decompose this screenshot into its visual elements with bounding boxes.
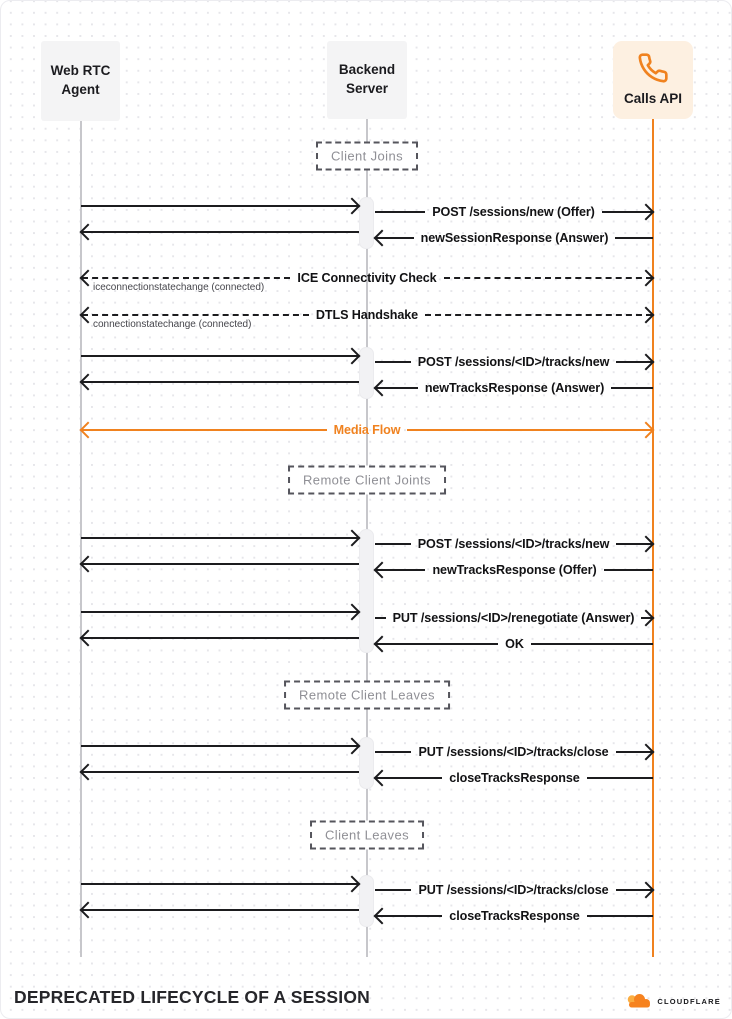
arrow-line — [531, 643, 653, 645]
arrow-line — [407, 429, 652, 431]
brand-name: CLOUDFLARE — [657, 997, 721, 1006]
arrowhead-left-icon — [374, 230, 391, 247]
actor-label: Server — [345, 81, 389, 96]
arrow-line — [81, 611, 358, 613]
arrow-line — [604, 569, 653, 571]
message-response-arrow — [375, 560, 653, 580]
message-feeder-arrow — [81, 762, 359, 782]
arrowhead-left-icon — [374, 380, 391, 397]
arrowhead-right-icon — [638, 536, 655, 553]
actor-backend-server — [327, 41, 407, 119]
message-label: closeTracksResponse — [449, 909, 580, 923]
arrow-line — [425, 314, 652, 316]
arrowhead-right-icon — [638, 270, 655, 287]
message-response-arrow — [375, 906, 653, 926]
phone-icon — [637, 52, 669, 84]
arrow-line — [611, 387, 653, 389]
actor-label: Web RTC — [50, 63, 111, 79]
message-label: DTLS Handshake — [315, 308, 419, 322]
actor-calls-api — [613, 41, 693, 119]
message-response-arrow — [375, 378, 653, 398]
message-feeder-arrow — [81, 900, 359, 920]
event-caption: iceconnectionstatechange (connected) — [93, 282, 265, 293]
arrow-line — [82, 231, 359, 233]
arrow-line — [375, 361, 411, 363]
section-banner: Remote Client Leaves — [284, 681, 450, 710]
arrow-line — [82, 314, 309, 316]
message-feeder-arrow — [81, 196, 359, 216]
arrow-line — [81, 355, 358, 357]
arrowhead-right-icon — [344, 198, 361, 215]
actor-label: Calls API — [623, 90, 683, 106]
arrowhead-left-icon — [80, 422, 97, 439]
message-feeder-arrow — [81, 874, 359, 894]
message-feeder-arrow — [81, 628, 359, 648]
arrowhead-right-icon — [638, 354, 655, 371]
message-response-arrow — [375, 228, 653, 248]
arrow-line — [375, 617, 386, 619]
arrow-line — [375, 889, 411, 891]
message-label: ICE Connectivity Check — [297, 271, 437, 285]
arrowhead-right-icon — [344, 604, 361, 621]
actor-label: Backend — [338, 62, 396, 78]
message-request-arrow — [375, 352, 653, 372]
actor-webrtc-agent — [41, 41, 120, 121]
arrowhead-right-icon — [344, 348, 361, 365]
section-banner: Client Leaves — [310, 821, 424, 850]
message-feeder-arrow — [81, 372, 359, 392]
arrow-line — [82, 563, 359, 565]
message-label: PUT /sessions/<ID>/renegotiate (Answer) — [392, 611, 635, 625]
cloudflare-cloud-icon — [625, 992, 653, 1011]
message-feeder-arrow — [81, 736, 359, 756]
arrow-line — [81, 883, 358, 885]
arrow-line — [375, 211, 425, 213]
message-label: newSessionResponse (Answer) — [420, 231, 609, 245]
media-flow-arrow — [81, 420, 653, 440]
message-label: POST /sessions/<ID>/tracks/new — [417, 537, 610, 551]
arrowhead-left-icon — [80, 630, 97, 647]
arrow-line — [587, 915, 653, 917]
message-label: newTracksResponse (Offer) — [432, 563, 597, 577]
arrowhead-left-icon — [374, 770, 391, 787]
arrowhead-left-icon — [80, 902, 97, 919]
arrow-line — [375, 751, 411, 753]
arrow-line — [587, 777, 653, 779]
arrowhead-left-icon — [80, 556, 97, 573]
activation-bar — [359, 347, 374, 399]
message-feeder-arrow — [81, 346, 359, 366]
message-feeder-arrow — [81, 602, 359, 622]
cloudflare-logo — [625, 992, 721, 1011]
message-feeder-arrow — [81, 528, 359, 548]
arrowhead-right-icon — [638, 882, 655, 899]
arrow-line — [81, 537, 358, 539]
activation-bar — [359, 197, 374, 249]
arrowhead-right-icon — [344, 530, 361, 547]
message-label: PUT /sessions/<ID>/tracks/close — [418, 745, 609, 759]
message-label: Media Flow — [333, 423, 401, 437]
arrowhead-left-icon — [80, 224, 97, 241]
section-banner: Remote Client Joints — [288, 466, 446, 495]
message-label: OK — [505, 637, 524, 651]
message-label: closeTracksResponse — [449, 771, 580, 785]
message-request-arrow — [375, 202, 653, 222]
arrow-line — [82, 277, 290, 279]
arrowhead-right-icon — [638, 744, 655, 761]
arrow-line — [615, 237, 653, 239]
actor-label: Agent — [61, 82, 100, 97]
diagram-title: DEPRECATED LIFECYCLE OF A SESSION — [14, 987, 370, 1007]
arrowhead-left-icon — [374, 562, 391, 579]
arrowhead-right-icon — [344, 876, 361, 893]
arrow-line — [81, 745, 358, 747]
message-feeder-arrow — [81, 554, 359, 574]
arrowhead-right-icon — [638, 422, 655, 439]
message-response-arrow — [375, 634, 653, 654]
message-request-arrow — [375, 534, 653, 554]
activation-bar — [359, 875, 374, 927]
activation-bar — [359, 737, 374, 789]
message-label: PUT /sessions/<ID>/tracks/close — [418, 883, 609, 897]
arrowhead-right-icon — [638, 204, 655, 221]
arrow-line — [375, 543, 411, 545]
arrowhead-right-icon — [344, 738, 361, 755]
arrowhead-left-icon — [374, 636, 391, 653]
message-request-arrow — [375, 742, 653, 762]
message-request-arrow — [375, 880, 653, 900]
arrow-line — [82, 429, 327, 431]
arrow-line — [82, 771, 359, 773]
arrow-line — [376, 643, 498, 645]
message-label: newTracksResponse (Answer) — [424, 381, 605, 395]
arrowhead-left-icon — [80, 764, 97, 781]
arrow-line — [82, 637, 359, 639]
arrow-line — [81, 205, 358, 207]
arrow-line — [444, 277, 652, 279]
message-label: POST /sessions/new (Offer) — [432, 205, 595, 219]
arrow-line — [82, 381, 359, 383]
message-request-arrow — [375, 608, 653, 628]
message-feeder-arrow — [81, 222, 359, 242]
arrowhead-left-icon — [80, 374, 97, 391]
message-response-arrow — [375, 768, 653, 788]
arrow-line — [82, 909, 359, 911]
activation-bar — [359, 529, 374, 653]
arrowhead-left-icon — [374, 908, 391, 925]
section-banner: Client Joins — [316, 142, 418, 171]
arrowhead-right-icon — [638, 307, 655, 324]
event-caption: connectionstatechange (connected) — [93, 319, 252, 330]
message-label: POST /sessions/<ID>/tracks/new — [417, 355, 610, 369]
